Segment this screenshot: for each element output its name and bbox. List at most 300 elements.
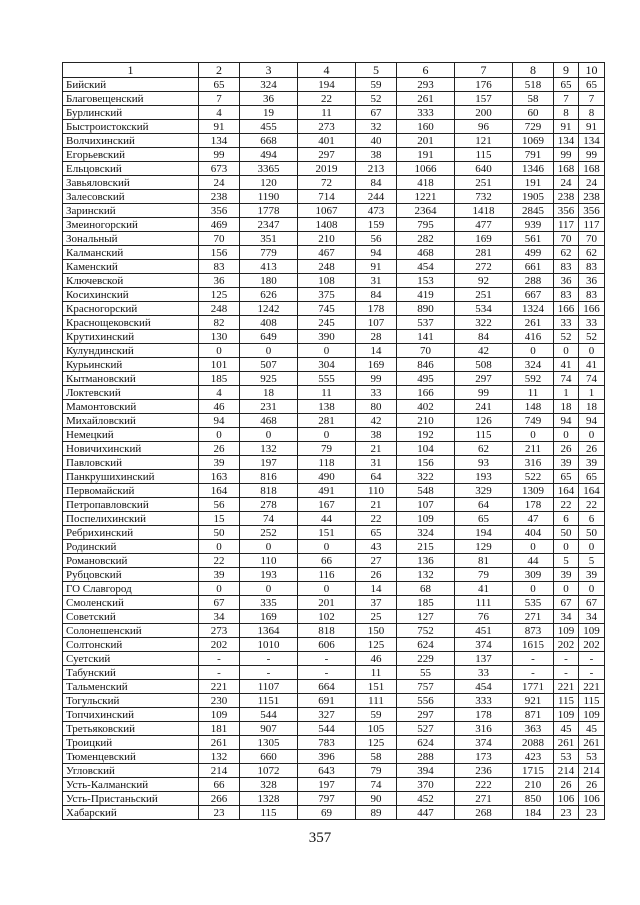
value-cell-col-9: 45 [554, 722, 579, 736]
value-cell-col-5: 43 [356, 540, 397, 554]
value-cell-col-8: 873 [513, 624, 554, 638]
value-cell-col-8: 178 [513, 498, 554, 512]
value-cell-col-7: 157 [455, 92, 513, 106]
value-cell-col-10: 62 [579, 246, 605, 260]
district-name-cell: Зональный [63, 232, 199, 246]
value-cell-col-5: 11 [356, 666, 397, 680]
value-cell-col-9: 99 [554, 148, 579, 162]
value-cell-col-5: 473 [356, 204, 397, 218]
value-cell-col-8: 939 [513, 218, 554, 232]
value-cell-col-8: 522 [513, 470, 554, 484]
value-cell-col-9: 0 [554, 540, 579, 554]
value-cell-col-9: 26 [554, 442, 579, 456]
value-cell-col-10: 67 [579, 596, 605, 610]
value-cell-col-7: 65 [455, 512, 513, 526]
value-cell-col-2: 125 [199, 288, 240, 302]
value-cell-col-10: 164 [579, 484, 605, 498]
value-cell-col-6: 210 [397, 414, 455, 428]
value-cell-col-2: 67 [199, 596, 240, 610]
value-cell-col-8: 309 [513, 568, 554, 582]
value-cell-col-5: 244 [356, 190, 397, 204]
value-cell-col-3: 120 [240, 176, 298, 190]
value-cell-col-9: 39 [554, 456, 579, 470]
value-cell-col-3: 1107 [240, 680, 298, 694]
value-cell-col-9: 5 [554, 554, 579, 568]
district-name-cell: Романовский [63, 554, 199, 568]
value-cell-col-8: 499 [513, 246, 554, 260]
value-cell-col-8: 1346 [513, 162, 554, 176]
value-cell-col-4: 304 [298, 358, 356, 372]
value-cell-col-8: 921 [513, 694, 554, 708]
value-cell-col-4: 1408 [298, 218, 356, 232]
district-name-cell: Бурлинский [63, 106, 199, 120]
value-cell-col-10: 22 [579, 498, 605, 512]
value-cell-col-9: 0 [554, 428, 579, 442]
value-cell-col-3: 626 [240, 288, 298, 302]
value-cell-col-4: 118 [298, 456, 356, 470]
value-cell-col-4: 0 [298, 344, 356, 358]
column-header-8: 8 [513, 63, 554, 78]
value-cell-col-2: 156 [199, 246, 240, 260]
value-cell-col-10: 91 [579, 120, 605, 134]
value-cell-col-7: 251 [455, 176, 513, 190]
district-name-cell: Тогульский [63, 694, 199, 708]
value-cell-col-8: 749 [513, 414, 554, 428]
value-cell-col-5: 89 [356, 806, 397, 820]
district-name-cell: Мамонтовский [63, 400, 199, 414]
value-cell-col-4: 79 [298, 442, 356, 456]
value-cell-col-3: 1190 [240, 190, 298, 204]
value-cell-col-4: 396 [298, 750, 356, 764]
value-cell-col-9: 115 [554, 694, 579, 708]
value-cell-col-3: 544 [240, 708, 298, 722]
value-cell-col-5: 169 [356, 358, 397, 372]
value-cell-col-4: 0 [298, 428, 356, 442]
column-header-1: 1 [63, 63, 199, 78]
value-cell-col-9: 6 [554, 512, 579, 526]
value-cell-col-2: 164 [199, 484, 240, 498]
value-cell-col-6: 70 [397, 344, 455, 358]
value-cell-col-9: 33 [554, 316, 579, 330]
value-cell-col-7: 115 [455, 148, 513, 162]
table-row [63, 568, 605, 582]
district-name-cell: Троицкий [63, 736, 199, 750]
value-cell-col-3: 1151 [240, 694, 298, 708]
value-cell-col-7: 84 [455, 330, 513, 344]
value-cell-col-7: 121 [455, 134, 513, 148]
value-cell-col-2: 163 [199, 470, 240, 484]
value-cell-col-10: 34 [579, 610, 605, 624]
value-cell-col-10: 202 [579, 638, 605, 652]
table-row [63, 806, 605, 820]
value-cell-col-3: 1778 [240, 204, 298, 218]
value-cell-col-5: 111 [356, 694, 397, 708]
value-cell-col-8: 0 [513, 428, 554, 442]
table-row [63, 736, 605, 750]
value-cell-col-7: 329 [455, 484, 513, 498]
value-cell-col-7: 79 [455, 568, 513, 582]
district-name-cell: Ключевской [63, 274, 199, 288]
value-cell-col-7: 451 [455, 624, 513, 638]
district-name-cell: Егорьевский [63, 148, 199, 162]
value-cell-col-3: 231 [240, 400, 298, 414]
value-cell-col-4: 22 [298, 92, 356, 106]
table-row [63, 92, 605, 106]
value-cell-col-5: 74 [356, 778, 397, 792]
value-cell-col-5: 99 [356, 372, 397, 386]
value-cell-col-2: 82 [199, 316, 240, 330]
value-cell-col-7: 93 [455, 456, 513, 470]
value-cell-col-9: 0 [554, 582, 579, 596]
value-cell-col-10: 99 [579, 148, 605, 162]
value-cell-col-5: 84 [356, 176, 397, 190]
value-cell-col-5: 84 [356, 288, 397, 302]
value-cell-col-3: 36 [240, 92, 298, 106]
value-cell-col-3: 2347 [240, 218, 298, 232]
table-row [63, 456, 605, 470]
table-row [63, 540, 605, 554]
district-name-cell: Угловский [63, 764, 199, 778]
district-name-cell: Солтонский [63, 638, 199, 652]
table-row [63, 134, 605, 148]
value-cell-col-7: 322 [455, 316, 513, 330]
value-cell-col-10: 23 [579, 806, 605, 820]
district-name-cell: Смоленский [63, 596, 199, 610]
value-cell-col-6: 160 [397, 120, 455, 134]
value-cell-col-5: 46 [356, 652, 397, 666]
value-cell-col-7: 81 [455, 554, 513, 568]
value-cell-col-8: 2845 [513, 204, 554, 218]
value-cell-col-6: 402 [397, 400, 455, 414]
value-cell-col-3: 324 [240, 78, 298, 92]
value-cell-col-7: 271 [455, 792, 513, 806]
value-cell-col-6: 201 [397, 134, 455, 148]
value-cell-col-2: 238 [199, 190, 240, 204]
value-cell-col-2: 34 [199, 610, 240, 624]
value-cell-col-5: 33 [356, 386, 397, 400]
value-cell-col-5: 213 [356, 162, 397, 176]
value-cell-col-2: 23 [199, 806, 240, 820]
value-cell-col-4: 11 [298, 106, 356, 120]
value-cell-col-6: 215 [397, 540, 455, 554]
value-cell-col-5: 65 [356, 526, 397, 540]
value-cell-col-4: 555 [298, 372, 356, 386]
value-cell-col-4: 210 [298, 232, 356, 246]
value-cell-col-9: 74 [554, 372, 579, 386]
value-cell-col-9: 26 [554, 778, 579, 792]
value-cell-col-6: 55 [397, 666, 455, 680]
value-cell-col-7: 111 [455, 596, 513, 610]
value-cell-col-5: 59 [356, 708, 397, 722]
value-cell-col-7: 333 [455, 694, 513, 708]
value-cell-col-3: 907 [240, 722, 298, 736]
value-cell-col-5: 79 [356, 764, 397, 778]
value-cell-col-9: 34 [554, 610, 579, 624]
value-cell-col-5: 59 [356, 78, 397, 92]
table-row [63, 78, 605, 92]
value-cell-col-3: 494 [240, 148, 298, 162]
value-cell-col-9: 67 [554, 596, 579, 610]
value-cell-col-9: 50 [554, 526, 579, 540]
table-row [63, 414, 605, 428]
table-row [63, 358, 605, 372]
value-cell-col-6: 107 [397, 498, 455, 512]
value-cell-col-9: 52 [554, 330, 579, 344]
value-cell-col-4: 491 [298, 484, 356, 498]
value-cell-col-2: 65 [199, 78, 240, 92]
value-cell-col-10: 5 [579, 554, 605, 568]
table-row [63, 470, 605, 484]
value-cell-col-8: 1324 [513, 302, 554, 316]
value-cell-col-10: 65 [579, 470, 605, 484]
value-cell-col-9: - [554, 666, 579, 680]
value-cell-col-2: 15 [199, 512, 240, 526]
value-cell-col-10: 26 [579, 442, 605, 456]
value-cell-col-9: 238 [554, 190, 579, 204]
table-row [63, 148, 605, 162]
value-cell-col-7: 92 [455, 274, 513, 288]
value-cell-col-6: 132 [397, 568, 455, 582]
value-cell-col-8: 324 [513, 358, 554, 372]
value-cell-col-4: 745 [298, 302, 356, 316]
value-cell-col-10: 45 [579, 722, 605, 736]
value-cell-col-9: 1 [554, 386, 579, 400]
district-data-table [62, 62, 605, 820]
value-cell-col-6: 136 [397, 554, 455, 568]
value-cell-col-8: 211 [513, 442, 554, 456]
value-cell-col-7: 281 [455, 246, 513, 260]
value-cell-col-9: 39 [554, 568, 579, 582]
value-cell-col-5: 21 [356, 498, 397, 512]
value-cell-col-6: 394 [397, 764, 455, 778]
value-cell-col-10: 221 [579, 680, 605, 694]
value-cell-col-7: 129 [455, 540, 513, 554]
value-cell-col-4: 643 [298, 764, 356, 778]
district-name-cell: Кулундинский [63, 344, 199, 358]
value-cell-col-3: 180 [240, 274, 298, 288]
value-cell-col-9: 62 [554, 246, 579, 260]
value-cell-col-9: 356 [554, 204, 579, 218]
value-cell-col-4: 102 [298, 610, 356, 624]
table-row [63, 722, 605, 736]
district-name-cell: Рубцовский [63, 568, 199, 582]
value-cell-col-10: 50 [579, 526, 605, 540]
value-cell-col-3: 1010 [240, 638, 298, 652]
value-cell-col-8: 60 [513, 106, 554, 120]
value-cell-col-5: 32 [356, 120, 397, 134]
value-cell-col-2: 39 [199, 568, 240, 582]
value-cell-col-6: 495 [397, 372, 455, 386]
value-cell-col-3: 816 [240, 470, 298, 484]
value-cell-col-10: 214 [579, 764, 605, 778]
value-cell-col-10: 7 [579, 92, 605, 106]
district-name-cell: Ельцовский [63, 162, 199, 176]
value-cell-col-10: 8 [579, 106, 605, 120]
value-cell-col-4: 248 [298, 260, 356, 274]
value-cell-col-10: 115 [579, 694, 605, 708]
table-row [63, 498, 605, 512]
value-cell-col-6: 104 [397, 442, 455, 456]
value-cell-col-5: 56 [356, 232, 397, 246]
value-cell-col-4: 691 [298, 694, 356, 708]
district-name-cell: Крутихинский [63, 330, 199, 344]
value-cell-col-3: 335 [240, 596, 298, 610]
value-cell-col-4: 390 [298, 330, 356, 344]
value-cell-col-3: 0 [240, 540, 298, 554]
value-cell-col-5: 67 [356, 106, 397, 120]
value-cell-col-4: 783 [298, 736, 356, 750]
value-cell-col-8: 592 [513, 372, 554, 386]
value-cell-col-9: 18 [554, 400, 579, 414]
value-cell-col-6: 191 [397, 148, 455, 162]
value-cell-col-7: 316 [455, 722, 513, 736]
value-cell-col-5: 107 [356, 316, 397, 330]
value-cell-col-6: 890 [397, 302, 455, 316]
table-row [63, 666, 605, 680]
value-cell-col-6: 297 [397, 708, 455, 722]
value-cell-col-3: 169 [240, 610, 298, 624]
value-cell-col-2: 4 [199, 106, 240, 120]
value-cell-col-3: 18 [240, 386, 298, 400]
district-name-cell: Солонешенский [63, 624, 199, 638]
value-cell-col-4: 0 [298, 582, 356, 596]
value-cell-col-6: 282 [397, 232, 455, 246]
value-cell-col-10: 106 [579, 792, 605, 806]
value-cell-col-2: 39 [199, 456, 240, 470]
value-cell-col-7: 374 [455, 736, 513, 750]
value-cell-col-8: 44 [513, 554, 554, 568]
value-cell-col-8: 1615 [513, 638, 554, 652]
value-cell-col-10: 0 [579, 344, 605, 358]
value-cell-col-2: 266 [199, 792, 240, 806]
value-cell-col-10: 0 [579, 582, 605, 596]
value-cell-col-5: 14 [356, 344, 397, 358]
value-cell-col-3: 413 [240, 260, 298, 274]
value-cell-col-3: 1328 [240, 792, 298, 806]
value-cell-col-9: 134 [554, 134, 579, 148]
value-cell-col-3: 197 [240, 456, 298, 470]
value-cell-col-6: 141 [397, 330, 455, 344]
district-name-cell: Павловский [63, 456, 199, 470]
table-row [63, 120, 605, 134]
value-cell-col-7: 297 [455, 372, 513, 386]
value-cell-col-3: 649 [240, 330, 298, 344]
value-cell-col-5: 26 [356, 568, 397, 582]
table-row [63, 218, 605, 232]
value-cell-col-6: 333 [397, 106, 455, 120]
value-cell-col-3: 455 [240, 120, 298, 134]
value-cell-col-2: 0 [199, 428, 240, 442]
value-cell-col-7: 732 [455, 190, 513, 204]
district-name-cell: Бийский [63, 78, 199, 92]
value-cell-col-10: 52 [579, 330, 605, 344]
value-cell-col-3: 193 [240, 568, 298, 582]
district-name-cell: Табунский [63, 666, 199, 680]
value-cell-col-5: 38 [356, 428, 397, 442]
value-cell-col-8: 58 [513, 92, 554, 106]
value-cell-col-7: 33 [455, 666, 513, 680]
value-cell-col-7: 200 [455, 106, 513, 120]
value-cell-col-10: 18 [579, 400, 605, 414]
value-cell-col-6: 127 [397, 610, 455, 624]
value-cell-col-8: 47 [513, 512, 554, 526]
value-cell-col-3: 1305 [240, 736, 298, 750]
value-cell-col-4: 1067 [298, 204, 356, 218]
table-row [63, 232, 605, 246]
value-cell-col-3: 1364 [240, 624, 298, 638]
value-cell-col-8: 0 [513, 540, 554, 554]
value-cell-col-6: 261 [397, 92, 455, 106]
value-cell-col-9: 168 [554, 162, 579, 176]
column-header-2: 2 [199, 63, 240, 78]
table-row [63, 512, 605, 526]
value-cell-col-8: 210 [513, 778, 554, 792]
value-cell-col-9: 22 [554, 498, 579, 512]
table-row [63, 778, 605, 792]
value-cell-col-9: 8 [554, 106, 579, 120]
value-cell-col-2: - [199, 666, 240, 680]
value-cell-col-4: - [298, 666, 356, 680]
table-row [63, 582, 605, 596]
value-cell-col-8: 261 [513, 316, 554, 330]
value-cell-col-3: 115 [240, 806, 298, 820]
value-cell-col-10: 168 [579, 162, 605, 176]
value-cell-col-10: 83 [579, 288, 605, 302]
value-cell-col-8: 191 [513, 176, 554, 190]
value-cell-col-3: 1242 [240, 302, 298, 316]
value-cell-col-2: 109 [199, 708, 240, 722]
value-cell-col-5: 64 [356, 470, 397, 484]
district-name-cell: Курьинский [63, 358, 199, 372]
value-cell-col-3: 328 [240, 778, 298, 792]
value-cell-col-8: 404 [513, 526, 554, 540]
value-cell-col-4: 116 [298, 568, 356, 582]
value-cell-col-6: 185 [397, 596, 455, 610]
value-cell-col-8: 11 [513, 386, 554, 400]
value-cell-col-9: - [554, 652, 579, 666]
value-cell-col-2: 0 [199, 582, 240, 596]
value-cell-col-9: 94 [554, 414, 579, 428]
value-cell-col-2: - [199, 652, 240, 666]
value-cell-col-3: 0 [240, 582, 298, 596]
value-cell-col-5: 37 [356, 596, 397, 610]
table-row [63, 484, 605, 498]
value-cell-col-4: 664 [298, 680, 356, 694]
value-cell-col-7: 64 [455, 498, 513, 512]
value-cell-col-8: 416 [513, 330, 554, 344]
value-cell-col-3: 252 [240, 526, 298, 540]
value-cell-col-10: 33 [579, 316, 605, 330]
value-cell-col-8: 871 [513, 708, 554, 722]
value-cell-col-2: 56 [199, 498, 240, 512]
value-cell-col-3: - [240, 652, 298, 666]
value-cell-col-8: 423 [513, 750, 554, 764]
value-cell-col-8: 791 [513, 148, 554, 162]
value-cell-col-7: 96 [455, 120, 513, 134]
value-cell-col-2: 66 [199, 778, 240, 792]
table-row [63, 442, 605, 456]
value-cell-col-7: 178 [455, 708, 513, 722]
value-cell-col-6: 1221 [397, 190, 455, 204]
district-name-cell: Советский [63, 610, 199, 624]
value-cell-col-8: 561 [513, 232, 554, 246]
value-cell-col-6: 452 [397, 792, 455, 806]
value-cell-col-4: 201 [298, 596, 356, 610]
value-cell-col-5: 27 [356, 554, 397, 568]
value-cell-col-5: 110 [356, 484, 397, 498]
table-row [63, 190, 605, 204]
value-cell-col-6: 846 [397, 358, 455, 372]
